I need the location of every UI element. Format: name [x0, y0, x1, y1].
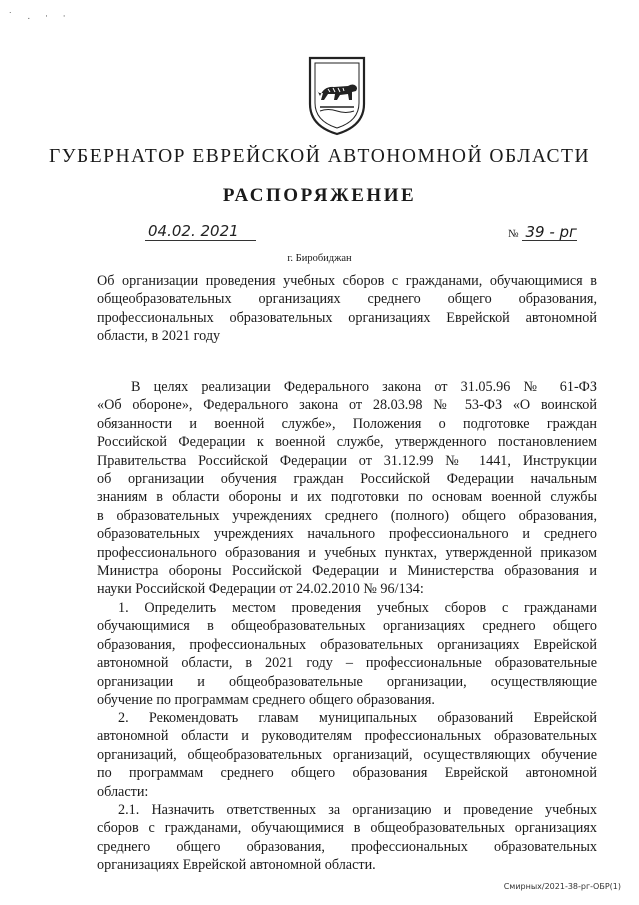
scan-marks: ˙ . · ·: [8, 12, 72, 22]
preamble-line: образовательных учреждениях начального профессионального и среднего: [97, 526, 597, 543]
preamble-line: Правительства Российской Федерации от 31.12.99 № 1441, Инструкции: [97, 452, 597, 469]
item1-line: автономной области, в 2021 году – профессиональные образовательные: [97, 655, 597, 672]
preamble-line: об организации обучения граждан Российской Федерации начальным: [97, 471, 597, 488]
authority-title: ГУБЕРНАТОР ЕВРЕЙСКОЙ АВТОНОМНОЙ ОБЛАСТИ: [48, 146, 591, 167]
item-1: [97, 599, 597, 709]
preamble-line: обязанности и военной службе», Положения о подготовке граждан: [97, 415, 597, 432]
item1-line: 1. Определить местом проведения учебных сборов с гражданами: [118, 600, 597, 616]
city: г. Биробиджан: [287, 253, 352, 264]
preamble-line: В целях реализации Федерального закона от 31.05.96 № 61-ФЗ: [131, 379, 597, 395]
preamble-line: профессионального образования и учебных пунктах, утвержденной приказом: [97, 544, 597, 561]
document-title: [97, 272, 597, 346]
title-line: области, в 2021 году: [97, 328, 221, 345]
item-2: [97, 709, 597, 801]
preamble-line: Российской Федерации к военной службе, утвержденного постановлением: [97, 434, 597, 451]
item1-line: образования, профессиональных образовательных организациях Еврейской: [97, 636, 597, 653]
document-date: 04.02. 2021: [145, 222, 256, 241]
item21-line: среднего общего образования, профессиональных образовательных: [97, 838, 597, 855]
preamble-line: в образовательных учреждениях среднего (полного) общего образования,: [97, 507, 597, 524]
item2-line: организаций, общеобразовательных организаций, осуществляющих обучение: [97, 746, 597, 763]
number-value: 39 - рг: [522, 224, 577, 241]
item21-line: организациях Еврейской автономной области.: [97, 857, 376, 874]
item2-line: области:: [97, 783, 149, 800]
item2-line: автономной области и руководителям профессиональных образовательных: [97, 728, 597, 745]
number-sign: №: [508, 228, 519, 240]
preamble-line: знаниям в области обороны и их подготовки по основам военной службы: [97, 489, 597, 506]
item1-line: обучение по программам среднего общего образования.: [97, 692, 435, 709]
preamble: [97, 378, 597, 599]
preamble-line: Министра обороны Российской Федерации и Министерства образования и: [97, 563, 597, 580]
coat-of-arms-tiger-icon: [306, 56, 368, 136]
item-2-1: [97, 801, 597, 875]
title-line: профессиональных образовательных организациях Еврейской автономной: [97, 309, 597, 326]
item21-line: сборов с гражданами, обучающимися в общеобразовательных организациях: [97, 820, 597, 837]
document-number: [508, 224, 577, 241]
item1-line: обучающимися в общеобразовательных организациях среднего общего: [97, 618, 597, 635]
preamble-line: «Об обороне», Федерального закона от 28.03.98 № 53-ФЗ «О воинской: [97, 397, 597, 414]
item1-line: организации и общеобразовательные организации, осуществляющие: [97, 673, 597, 690]
item2-line: по программам среднего общего образования Еврейской автономной: [97, 765, 597, 782]
title-line: Об организации проведения учебных сборов с гражданами, обучающимися в: [97, 273, 597, 289]
title-line: общеобразовательных организациях среднего общего образования,: [97, 291, 597, 308]
preamble-line: науки Российской Федерации от 24.02.2010 № 96/134:: [97, 581, 424, 598]
document-type: РАСПОРЯЖЕНИЕ: [222, 185, 417, 206]
footer-reference: Смирных/2021-38-рг-ОБР(1): [503, 882, 621, 891]
item21-line: 2.1. Назначить ответственных за организацию и проведение учебных: [118, 802, 597, 818]
item2-line: 2. Рекомендовать главам муниципальных образований Еврейской: [118, 710, 597, 726]
